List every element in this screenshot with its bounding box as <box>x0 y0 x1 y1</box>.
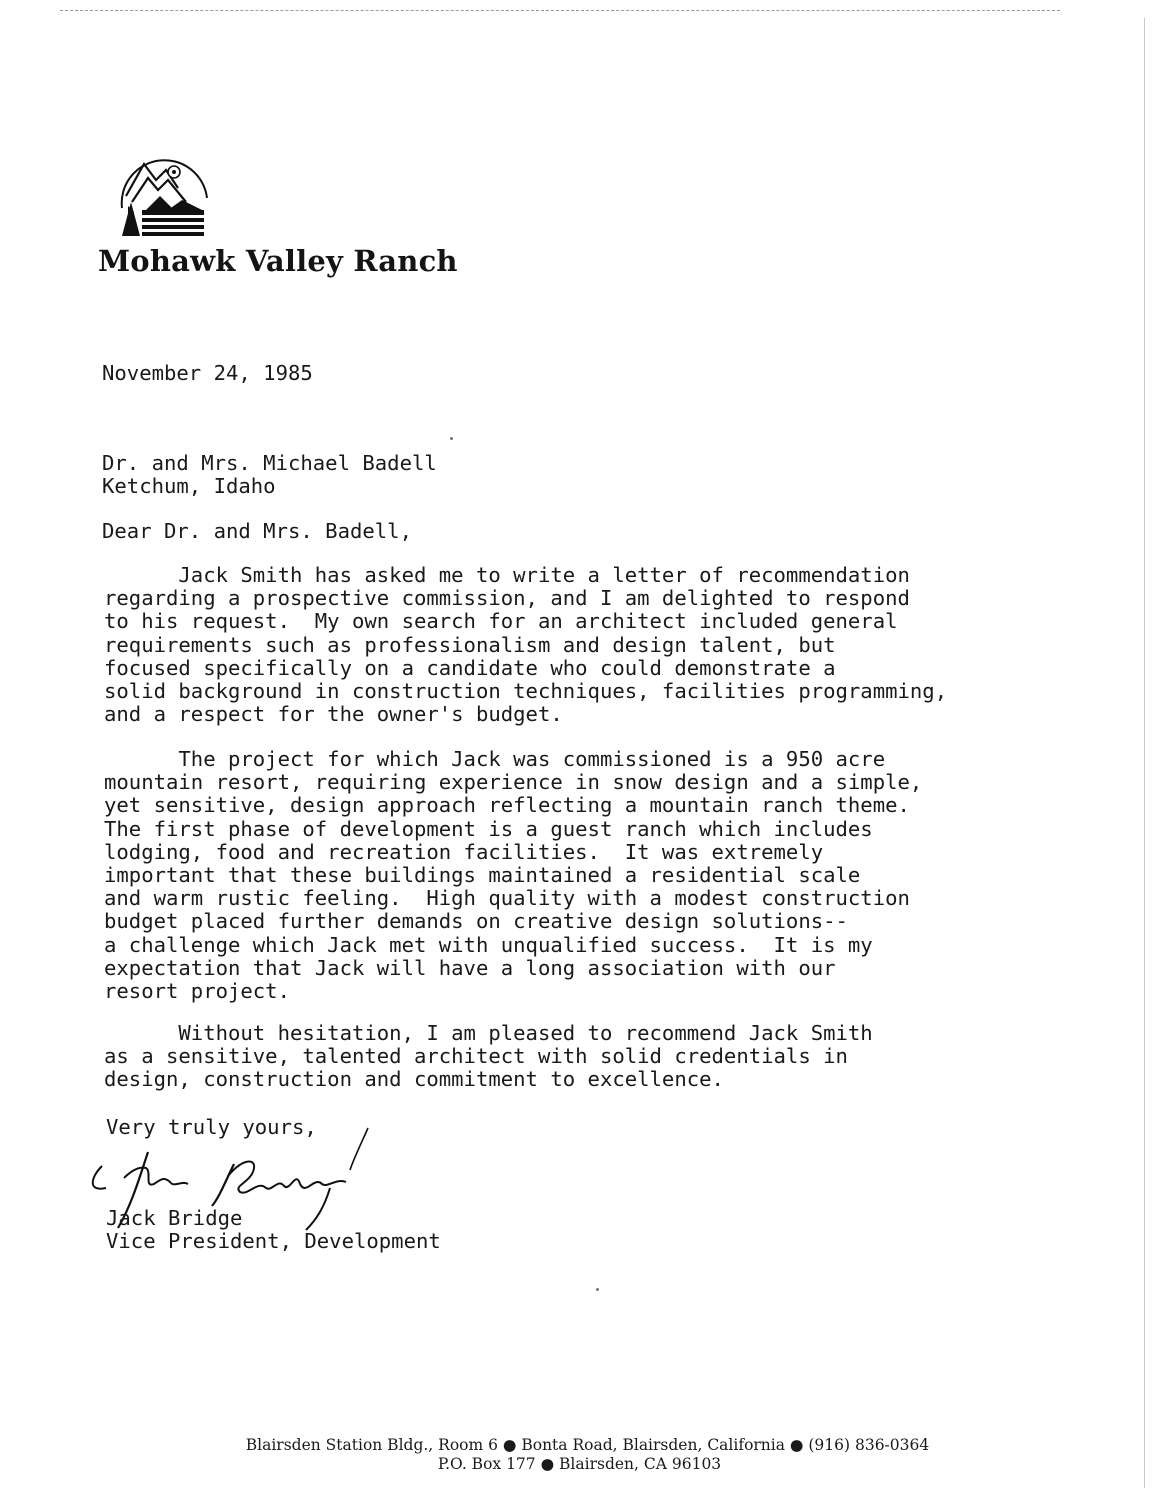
salutation: Dear Dr. and Mrs. Badell, <box>102 519 412 543</box>
body-line: Jack Smith has asked me to write a letter of recommendation <box>104 563 910 587</box>
scan-top-edge <box>60 10 1060 11</box>
body-line: yet sensitive, design approach reflecting a mountain ranch theme. <box>104 793 910 818</box>
mountain-ranch-logo-icon <box>112 150 212 236</box>
recipient-line: Ketchum, Idaho <box>102 474 276 499</box>
body-paragraph-2 <box>104 748 922 1003</box>
letter-date: November 24, 1985 <box>102 361 313 385</box>
company-name: Mohawk Valley Ranch <box>98 244 458 278</box>
body-line: resort project. <box>104 979 290 1004</box>
body-line: requirements such as professionalism and design talent, but <box>104 632 836 657</box>
footer-po-box-line: P.O. Box 177 ● Blairsden, CA 96103 <box>437 1455 722 1473</box>
recipient-line: Dr. and Mrs. Michael Badell <box>102 451 437 475</box>
scan-speck <box>596 1288 599 1291</box>
body-line: regarding a prospective commission, and I am delighted to respond <box>104 586 910 611</box>
signature-block <box>106 1207 441 1253</box>
footer-address-line: Blairsden Station Bldg., Room 6 ● Bonta Road, Blairsden, California ● (916) 836-0364 <box>245 1436 930 1454</box>
body-line: a challenge which Jack met with unqualified success. It is my <box>104 932 873 957</box>
body-paragraph-1 <box>104 564 947 726</box>
signer-name: Jack Bridge <box>106 1206 243 1230</box>
body-line: and warm rustic feeling. High quality with a modest construction <box>104 886 910 911</box>
scan-speck <box>450 437 453 440</box>
body-line: solid background in construction techniques, facilities programming, <box>104 679 948 704</box>
body-paragraph-3 <box>104 1022 873 1092</box>
body-line: design, construction and commitment to excellence. <box>104 1067 724 1092</box>
body-line: important that these buildings maintained a residential scale <box>104 863 861 888</box>
body-line: to his request. My own search for an architect included general <box>104 609 898 634</box>
recipient-address <box>102 452 437 498</box>
signer-title: Vice President, Development <box>106 1229 441 1254</box>
scan-right-edge <box>1144 18 1145 1488</box>
body-line: The project for which Jack was commissioned is a 950 acre <box>104 747 886 771</box>
body-line: as a sensitive, talented architect with solid credentials in <box>104 1044 848 1069</box>
body-line: Without hesitation, I am pleased to recommend Jack Smith <box>104 1021 873 1045</box>
body-line: mountain resort, requiring experience in snow design and a simple, <box>104 770 923 795</box>
body-line: expectation that Jack will have a long association with our <box>104 955 836 980</box>
body-line: focused specifically on a candidate who could demonstrate a <box>104 655 836 680</box>
closing: Very truly yours, <box>106 1115 317 1139</box>
body-line: budget placed further demands on creative design solutions-- <box>104 909 848 934</box>
body-line: lodging, food and recreation facilities. It was extremely <box>104 839 824 864</box>
body-line: and a respect for the owner's budget. <box>104 702 563 727</box>
body-line: The first phase of development is a guest ranch which includes <box>104 816 873 841</box>
